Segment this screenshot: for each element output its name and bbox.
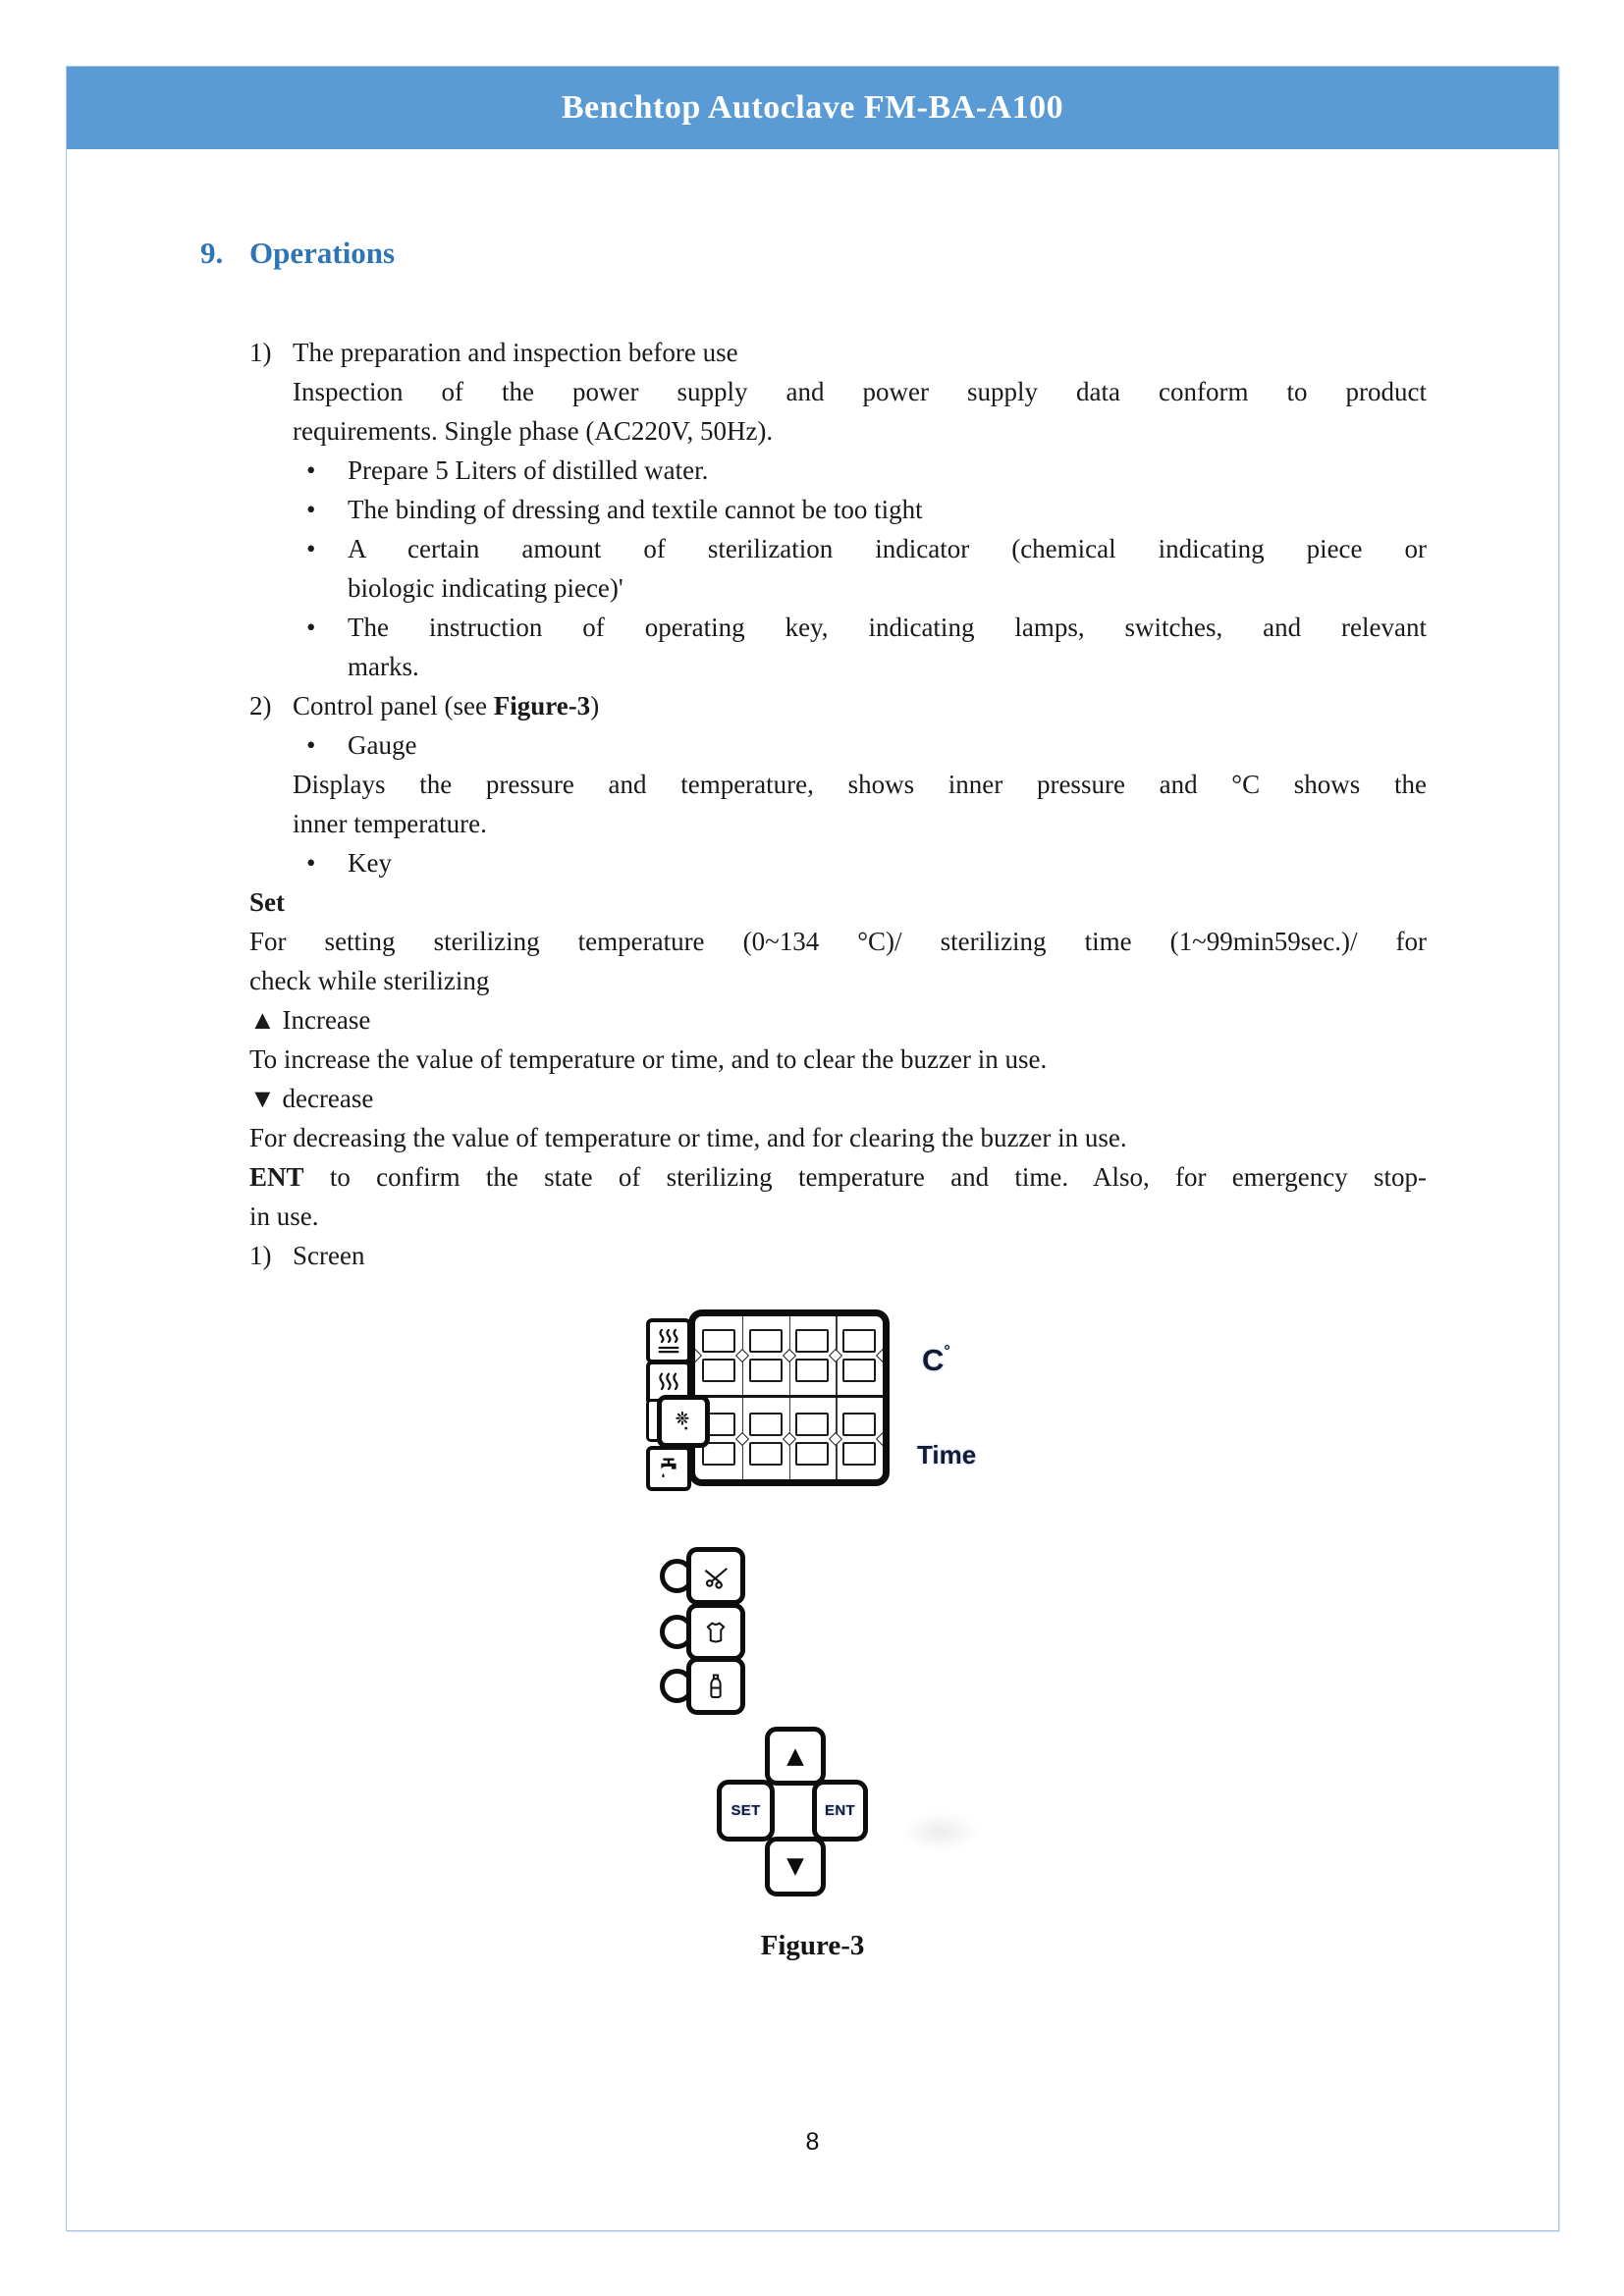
list-number-marker: 2) bbox=[249, 691, 272, 721]
digit-cell bbox=[836, 1398, 883, 1479]
body-line: in use. bbox=[249, 1201, 319, 1231]
water-faucet-icon bbox=[646, 1446, 691, 1491]
set-key: SET bbox=[717, 1780, 775, 1842]
section-title: Operations bbox=[249, 236, 396, 270]
manual-page bbox=[66, 66, 1559, 2231]
indicator-lamp bbox=[660, 1615, 694, 1649]
bullet-marker: • bbox=[306, 534, 316, 563]
segment-display-panel bbox=[688, 1309, 890, 1486]
body-line: biologic indicating piece)' bbox=[348, 573, 623, 603]
header-title: Benchtop Autoclave FM-BA-A100 bbox=[561, 89, 1064, 126]
section-number: 9. bbox=[200, 236, 224, 270]
decrease-key bbox=[765, 1837, 826, 1896]
bullet-marker: • bbox=[306, 495, 316, 524]
body-line: ▼ decrease bbox=[249, 1084, 374, 1113]
body-line: • A certain amount of sterilization indicator (chemical indicating piece or bbox=[306, 529, 1427, 568]
body-line: Inspection of the power supply and power supply data conform to product bbox=[293, 377, 1427, 406]
scan-smudge-artifact bbox=[901, 1812, 980, 1851]
bullet-marker: • bbox=[306, 455, 316, 485]
down-triangle-icon: ▼ bbox=[786, 1853, 804, 1879]
indicator-lamp bbox=[660, 1669, 694, 1703]
increase-key bbox=[765, 1727, 826, 1786]
list-number-marker: 1) bbox=[249, 338, 272, 367]
scissors-icon bbox=[701, 1562, 731, 1591]
section-heading bbox=[200, 236, 395, 271]
bullet-marker: • bbox=[306, 613, 316, 642]
digit-cell bbox=[789, 1316, 837, 1395]
body-line: Set bbox=[249, 887, 285, 917]
instruments-mode-button bbox=[686, 1547, 745, 1605]
steam-icon bbox=[646, 1361, 691, 1406]
bullet-marker: • bbox=[306, 848, 316, 878]
indicator-frame bbox=[646, 1399, 689, 1442]
digit-cell bbox=[742, 1316, 789, 1395]
ent-key: ENT bbox=[812, 1780, 868, 1842]
body-line: • The binding of dressing and textile cannot be too tight bbox=[306, 490, 1558, 529]
digit-cell bbox=[695, 1316, 742, 1395]
body-line: • The instruction of operating key, indicating lamps, switches, and relevant bbox=[306, 608, 1427, 647]
up-triangle-icon: ▲ bbox=[786, 1742, 804, 1769]
body-line: 2) Control panel (see Figure-3) bbox=[249, 686, 1558, 725]
digit-cell bbox=[789, 1398, 837, 1479]
display-row bbox=[695, 1316, 883, 1398]
body-line: For decreasing the value of temperature or time, and for clearing the buzzer in use. bbox=[249, 1123, 1127, 1152]
body-line: • Prepare 5 Liters of distilled water. bbox=[306, 451, 1558, 490]
body-line: • Key bbox=[306, 843, 1558, 882]
digit-cell bbox=[695, 1398, 742, 1479]
body-line: • Gauge bbox=[306, 725, 1558, 765]
digit-cell bbox=[742, 1398, 789, 1479]
liquid-mode-button bbox=[686, 1657, 745, 1715]
body-line: check while sterilizing bbox=[249, 966, 490, 995]
textile-icon bbox=[701, 1618, 731, 1647]
body-line: For setting sterilizing temperature (0~134 °C)/ sterilizing time (1~99min59sec.)/ for bbox=[249, 927, 1427, 956]
heater-steam-icon bbox=[646, 1318, 691, 1363]
page-number: 8 bbox=[805, 2128, 820, 2156]
bottle-icon bbox=[701, 1672, 731, 1701]
body-line: Displays the pressure and temperature, shows inner pressure and °C shows the bbox=[293, 770, 1427, 799]
header-bar bbox=[67, 67, 1558, 149]
bullet-marker: • bbox=[306, 730, 316, 760]
spray-steam-icon bbox=[657, 1395, 710, 1448]
body-line: marks. bbox=[348, 652, 419, 681]
figure-caption: Figure-3 bbox=[760, 1930, 865, 1961]
body-line: 1) The preparation and inspection before use bbox=[249, 333, 1558, 372]
body-line: requirements. Single phase (AC220V, 50Hz). bbox=[293, 416, 774, 446]
body-line: ▲ Increase bbox=[249, 1005, 371, 1035]
digit-cell bbox=[836, 1316, 883, 1395]
textile-mode-button bbox=[686, 1603, 745, 1661]
body-line: ENT to confirm the state of sterilizing temperature and time. Also, for emergency stop- bbox=[249, 1162, 1427, 1192]
indicator-lamp bbox=[660, 1559, 694, 1593]
celsius-label: C° bbox=[922, 1342, 950, 1377]
body-line: To increase the value of temperature or time, and to clear the buzzer in use. bbox=[249, 1044, 1048, 1074]
list-number-marker: 1) bbox=[249, 1241, 272, 1270]
body-text bbox=[67, 333, 1558, 1275]
body-line: 1) Screen bbox=[249, 1236, 1558, 1275]
body-line: inner temperature. bbox=[293, 809, 487, 838]
time-label: Time bbox=[917, 1440, 977, 1469]
display-row bbox=[695, 1398, 883, 1479]
